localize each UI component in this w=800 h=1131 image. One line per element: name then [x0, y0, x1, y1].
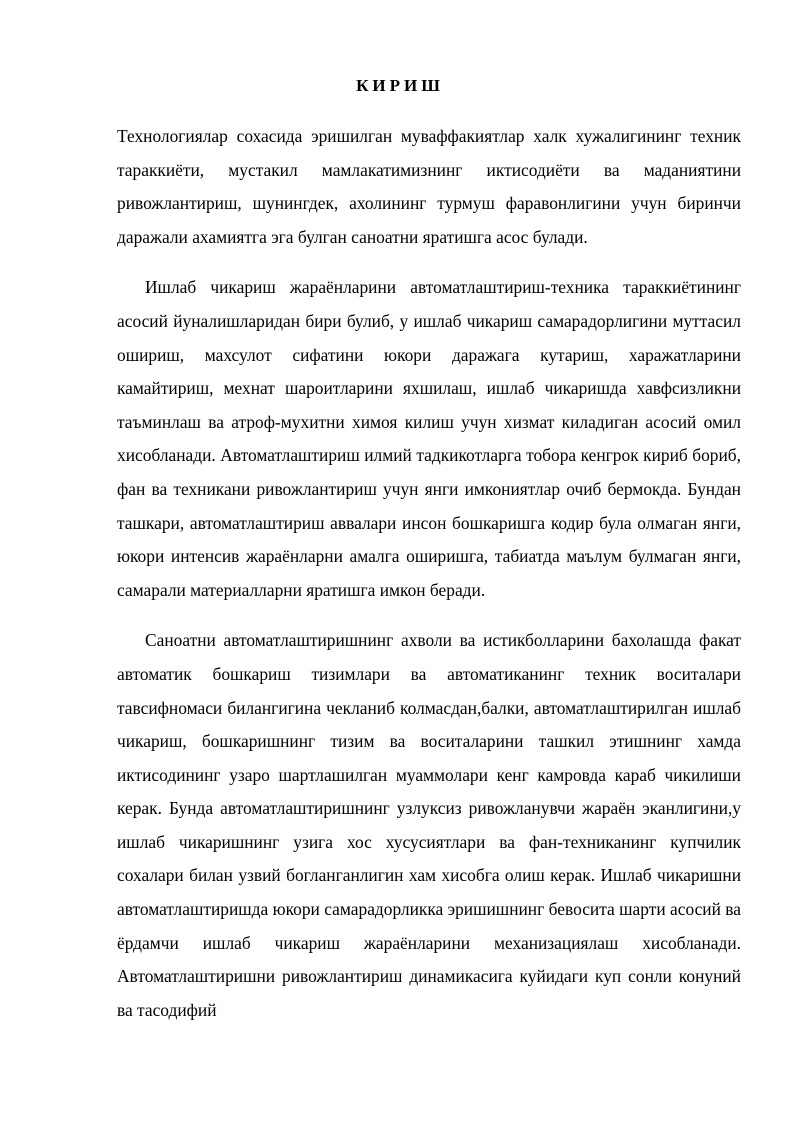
- document-body: [117, 120, 741, 1027]
- paragraph-industry: Саноатни автоматлаштиришнинг ахволи ва истикболларини бахолашда факат автоматик бошкариш тизимлари ва автоматиканинг техник воситалари тавсифномаси билангигина чекланиб колмасдан,балки, автоматлаштирилган ишлаб чикариш, бошкаришнинг тизим ва воситаларини ташкил этишнинг хамда иктисодининг узаро шартлашилган муаммолари кенг камровда караб чикилиши керак. Бунда автоматлаштиришнинг узлуксиз ривожланувчи жараён эканлигини,у ишлаб чикаришнинг узига хос хусусиятлари ва фан-техниканинг купчилик сохалари билан узвий богланганлигин хам хисобга олиш керак. Ишлаб чикаришни автоматлаштиришда юкори самарадорликка эришишнинг бевосита шарти асосий ва ёрдамчи ишлаб чикариш жараёнларини механизациялаш хисобланади. Автоматлаштиришни ривожлантириш динамикасига куйидаги куп сонли конуний ва тасодифий: [117, 630, 741, 1020]
- paragraph-automation: Ишлаб чикариш жараёнларини автоматлаштириш-техника тараккиётининг асосий йуналишларидан бири булиб, у ишлаб чикариш самарадорлигини муттасил ошириш, махсулот сифатини юкори даражага кутариш, харажатларини камайтириш, мехнат шароитларини яхшилаш, ишлаб чикаришда хавфсизликни таъминлаш ва атроф-мухитни химоя килиш учун хизмат киладиган асосий омил хисобланади. Автоматлаштириш илмий тадкикотларга тобора кенгрок кириб бориб, фан ва техникани ривожлантириш учун янги имкониятлар очиб бермокда. Бундан ташкари, автоматлаштириш аввалари инсон бошкаришга кодир була олмаган янги, юкори интенсив жараёнларни амалга оширишга, табиатда маълум булмаган янги, самарали материалларни яратишга имкон беради.: [117, 277, 741, 600]
- page-title: КИРИШ: [356, 76, 444, 95]
- paragraph-intro: Технологиялар сохасида эришилган муваффакиятлар халк хужалигининг техник тараккиёти, мустакил мамлакатимизнинг иктисодиёти ва маданиятини ривожлантириш, шунингдек, ахолининг турмуш фаравонлигини учун биринчи даражали ахамиятга эга булган саноатни яратишга асос булади.: [117, 126, 741, 247]
